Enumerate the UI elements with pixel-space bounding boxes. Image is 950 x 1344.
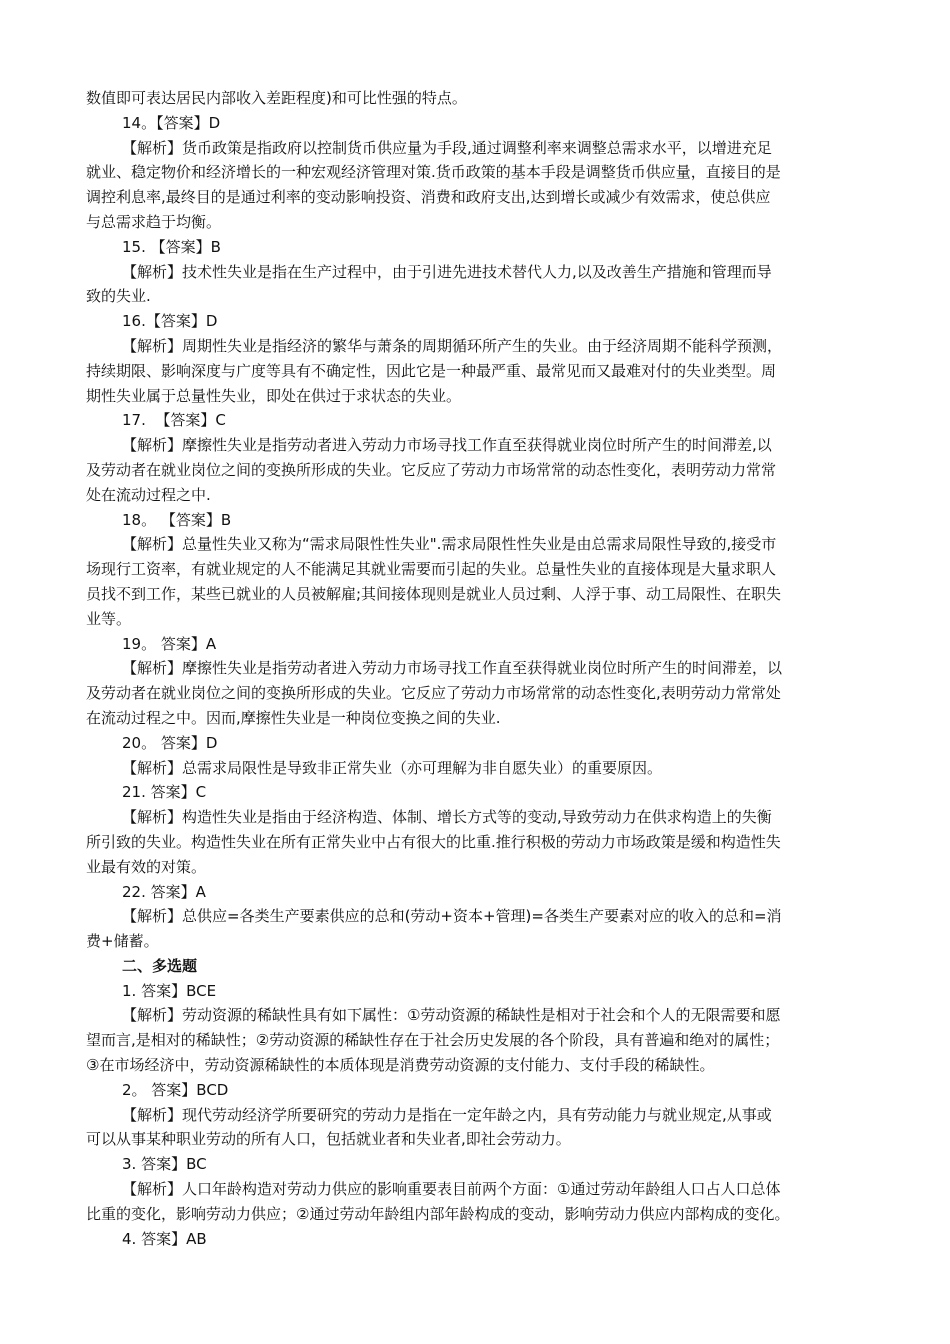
- text-line: 及劳动者在就业岗位之间的变换所形成的失业。它反应了劳动力市场常常的动态性变化,表明劳动力常常处: [86, 684, 781, 703]
- text-line: 【解析】周期性失业是指经济的繁华与萧条的周期循环所产生的失业。由于经济周期不能科学预测，: [122, 336, 783, 355]
- text-line: 数值即可表达居民内部收入差距程度)和可比性强的特点。: [86, 89, 467, 107]
- text-line: 处在流动过程之中.: [86, 485, 211, 504]
- text-line: 所引致的失业。构造性失业在所有正常失业中占有很大的比重.推行积极的劳动力市场政策是缓和构造性失: [86, 832, 781, 851]
- text-line: 15. 【答案】B: [122, 237, 221, 256]
- text-line: 就业、稳定物价和经济增长的一种宏观经济管理对策.货币政策的基本手段是调整货币供应量，直接目的是: [86, 163, 781, 182]
- text-line: 【解析】总供应=各类生产要素供应的总和(劳动+资本+管理)=各类生产要素对应的收入的总和=消: [122, 907, 782, 926]
- text-line: 【解析】人口年龄构造对劳动力供应的影响重要表目前两个方面：①通过劳动年龄组人口占人口总体: [122, 1180, 781, 1199]
- text-line: 【解析】摩擦性失业是指劳动者进入劳动力市场寻找工作直至获得就业岗位时所产生的时间滞差,以: [122, 436, 772, 455]
- text-line: 场现行工资率，有就业规定的人不能满足其就业需要而引起的失业。总量性失业的直接体现是大量求职人: [86, 560, 777, 579]
- text-line: 2。 答案】BCD: [122, 1080, 229, 1099]
- text-line: ③在市场经济中，劳动资源稀缺性的本质体现是消费劳动资源的支付能力、支付手段的稀缺性。: [86, 1056, 715, 1075]
- text-line: 17. 【答案】C: [122, 411, 226, 430]
- text-line: 1. 答案】BCE: [122, 981, 217, 1000]
- text-line: 16.【答案】D: [122, 312, 218, 331]
- text-line: 与总需求趋于均衡。: [86, 212, 222, 231]
- text-line: 【解析】技术性失业是指在生产过程中，由于引进先进技术替代人力,以及改善生产措施和管理而导: [122, 262, 772, 281]
- text-line: 业等。: [86, 609, 132, 628]
- text-line: 致的失业.: [86, 287, 151, 306]
- document-page: [86, 86, 866, 1251]
- text-line: 可以从事某种职业劳动的所有人口，包括就业者和失业者,即社会劳动力。: [86, 1130, 571, 1149]
- text-line: 18。 【答案】B: [122, 510, 232, 529]
- text-line: 比重的变化，影响劳动力供应；②通过劳动年龄组内部年龄构成的变动，影响劳动力供应内部构成的变化。: [86, 1204, 790, 1223]
- text-line: 【解析】总量性失业又称为“需求局限性性失业".需求局限性性失业是由总需求局限性导致的,接受市: [122, 535, 777, 554]
- text-line: 【解析】总需求局限性是导致非正常失业（亦可理解为非自愿失业）的重要原因。: [122, 758, 663, 777]
- text-line: 【解析】货币政策是指政府以控制货币供应量为手段,通过调整利率来调整总需求水平，以增进充足: [122, 138, 772, 157]
- text-line: 14。【答案】D: [122, 113, 221, 132]
- text-line: 3. 答案】BC: [122, 1155, 207, 1174]
- text-line: 4. 答案】AB: [122, 1229, 207, 1248]
- text-line: 【解析】现代劳动经济学所要研究的劳动力是指在一定年龄之内，具有劳动能力与就业规定,从事或: [122, 1105, 772, 1124]
- text-line: 业最有效的对策。: [86, 857, 207, 876]
- text-line: 在流动过程之中。因而,摩擦性失业是一种岗位变换之间的失业.: [86, 708, 501, 727]
- text-line: 望而言,是相对的稀缺性；②劳动资源的稀缺性存在于社会历史发展的各个阶段，具有普遍和绝对的属性；: [86, 1031, 780, 1050]
- text-line: 及劳动者在就业岗位之间的变换所形成的失业。它反应了劳动力市场常常的动态性变化，表明劳动力常常: [86, 460, 777, 479]
- section-heading: 二、多选题: [122, 956, 198, 975]
- text-line: 【解析】劳动资源的稀缺性具有如下属性：①劳动资源的稀缺性是相对于社会和个人的无限需要和愿: [122, 1006, 781, 1025]
- text-line: 22. 答案】A: [122, 882, 206, 901]
- text-line: 费+储蓄。: [86, 932, 159, 951]
- text-line: 员找不到工作，某些已就业的人员被解雇;其间接体现则是就业人员过剩、人浮于事、动工局限性、在职失: [86, 584, 782, 603]
- text-line: 21. 答案】C: [122, 783, 207, 802]
- text-line: 19。 答案】A: [122, 634, 217, 653]
- text-line: 调控利息率,最终目的是通过利率的变动影响投资、消费和政府支出,达到增长或减少有效需求，使总供应: [86, 188, 771, 207]
- text-line: 【解析】摩擦性失业是指劳动者进入劳动力市场寻找工作直至获得就业岗位时所产生的时间滞差，以: [122, 659, 783, 678]
- text-line: 20。 答案】D: [122, 733, 218, 752]
- text-line: 期性失业属于总量性失业，即处在供过于求状态的失业。: [86, 386, 462, 405]
- text-line: 【解析】构造性失业是指由于经济构造、体制、增长方式等的变动,导致劳动力在供求构造上的失衡: [122, 808, 772, 827]
- text-line: 持续期限、影响深度与广度等具有不确定性，因此它是一种最严重、最常见而又最难对付的失业类型。周: [86, 361, 777, 380]
